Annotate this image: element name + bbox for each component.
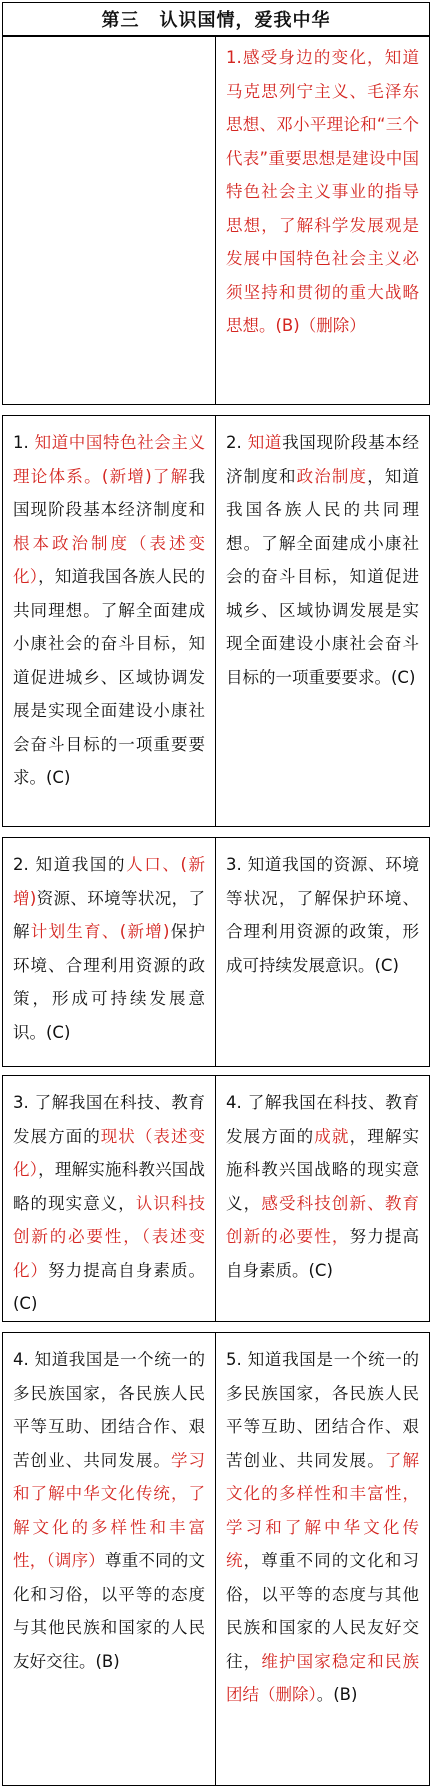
row-4 <box>2 1075 430 1322</box>
row-2-old-cell <box>3 416 216 826</box>
row-5 <box>2 1332 430 1786</box>
row-1-old-cell <box>3 37 216 404</box>
text-segment: 努力提高自身素质。(C) <box>13 1260 206 1313</box>
text-segment: 人口、(新增) <box>13 855 206 908</box>
section-heading: 认识国情，爱我中华 <box>159 10 331 31</box>
text-segment: 成就 <box>314 1126 350 1146</box>
text-segment: 1.感受身边的变化，知道马克思列宁主义、毛泽东思想、邓小平理论和“三个代表”重要思想是建设中国特色社会主义事业的指导思想，了解科学发展观是发展中国特色社会主义必须坚持和贯彻的重大战略思想。(B)（删除） <box>226 48 419 335</box>
text-segment: ，知道我国各族人民的共同理想。了解全面建成小康社会的奋斗目标，知道促进城乡、区域协调发展是实现全面建设小康社会奋斗目标的一项重要要求。(C) <box>226 466 420 687</box>
text-segment: 3. 知道我国的资源、环境等状况，了解保护环境、合理利用资源的政策，形成可持续发展意识。(C) <box>226 855 419 975</box>
text-segment: 2. 知道我国的 <box>13 855 127 874</box>
text-segment: 。(B) <box>316 1685 358 1704</box>
row-5-old-cell <box>3 1333 216 1785</box>
text-segment: 5. 知道我国是一个统一的多民族国家，各民族人民平等互助、团结合作、艰苦创业、共同发展。 <box>226 1350 419 1470</box>
text-segment: ，知道我国各族人民的共同理想。了解全面建成小康社会的奋斗目标，知道促进城乡、区域协调发展是实现全面建设小康社会奋斗目标的一项重要要求。(C) <box>13 567 206 787</box>
text-segment: 4. 了解我国在科技、教育发展方面的 <box>226 1093 419 1146</box>
text-segment: 认识科技创新的必要性，（表述变化） <box>13 1193 206 1280</box>
row-2-new-cell <box>216 416 429 826</box>
row-3-old-cell <box>3 838 216 1066</box>
text-segment: ，理解实施科教兴国战略的现实意义， <box>13 1160 206 1213</box>
row-4-new-cell <box>216 1076 429 1321</box>
row-3 <box>2 837 430 1067</box>
row-3-new-cell <box>216 838 429 1066</box>
row-1-new-cell <box>216 37 429 404</box>
text-segment: 了解文化的多样性和丰富性，学习和了解中华文化传统 <box>226 1450 420 1570</box>
text-segment: 计划生育、(新增) <box>30 922 170 941</box>
text-segment: 学习和了解中华文化传统，了解文化的多样性和丰富性，（调序） <box>13 1450 206 1570</box>
text-segment: 4. 知道我国是一个统一的多民族国家，各民族人民平等互助、团结合作、艰苦创业、共同发展。 <box>13 1350 205 1470</box>
text-segment: 1. <box>13 433 35 452</box>
text-segment: 努力提高自身素质。(C) <box>226 1227 420 1280</box>
row-2 <box>2 415 430 827</box>
text-segment: 我国现阶段基本经济制度和 <box>226 433 420 486</box>
row-1 <box>2 36 430 405</box>
text-segment: 3. 了解我国在科技、教育发展方面的 <box>13 1093 205 1146</box>
text-segment: 2. <box>226 433 248 452</box>
text-segment: 资源、环境等状况，了解 <box>13 888 206 941</box>
text-segment: ，理解实施科教兴国战略的现实意义， <box>226 1126 420 1213</box>
row-4-old-cell <box>3 1076 216 1321</box>
text-segment: 感受科技创新、教育创新的必要性， <box>226 1193 420 1246</box>
text-segment: 保护环境、合理利用资源的政策，形成可持续发展意识。(C) <box>13 922 206 1042</box>
text-segment: ，尊重不同的文化和习俗，以平等的态度与其他民族和国家的人民友好交往， <box>226 1551 420 1671</box>
text-segment: 知道中国特色社会主义理论体系。(新增)了解 <box>13 433 205 486</box>
text-segment: 知道 <box>247 433 283 452</box>
text-segment: 我国现阶段基本经济制度和 <box>13 466 205 519</box>
text-segment: 根本政治制度（表述变化） <box>13 533 205 586</box>
text-segment: 政治制度 <box>296 466 368 486</box>
row-5-new-cell <box>216 1333 429 1785</box>
text-segment: 尊重不同的文化和习俗，以平等的态度与其他民族和国家的人民友好交往。(B) <box>13 1551 206 1671</box>
section-number: 第三 <box>101 10 140 31</box>
text-segment: 维护国家稳定和民族团结（删除） <box>226 1651 420 1704</box>
text-segment: 现状（表述变化） <box>13 1126 206 1179</box>
section-title <box>2 2 430 36</box>
